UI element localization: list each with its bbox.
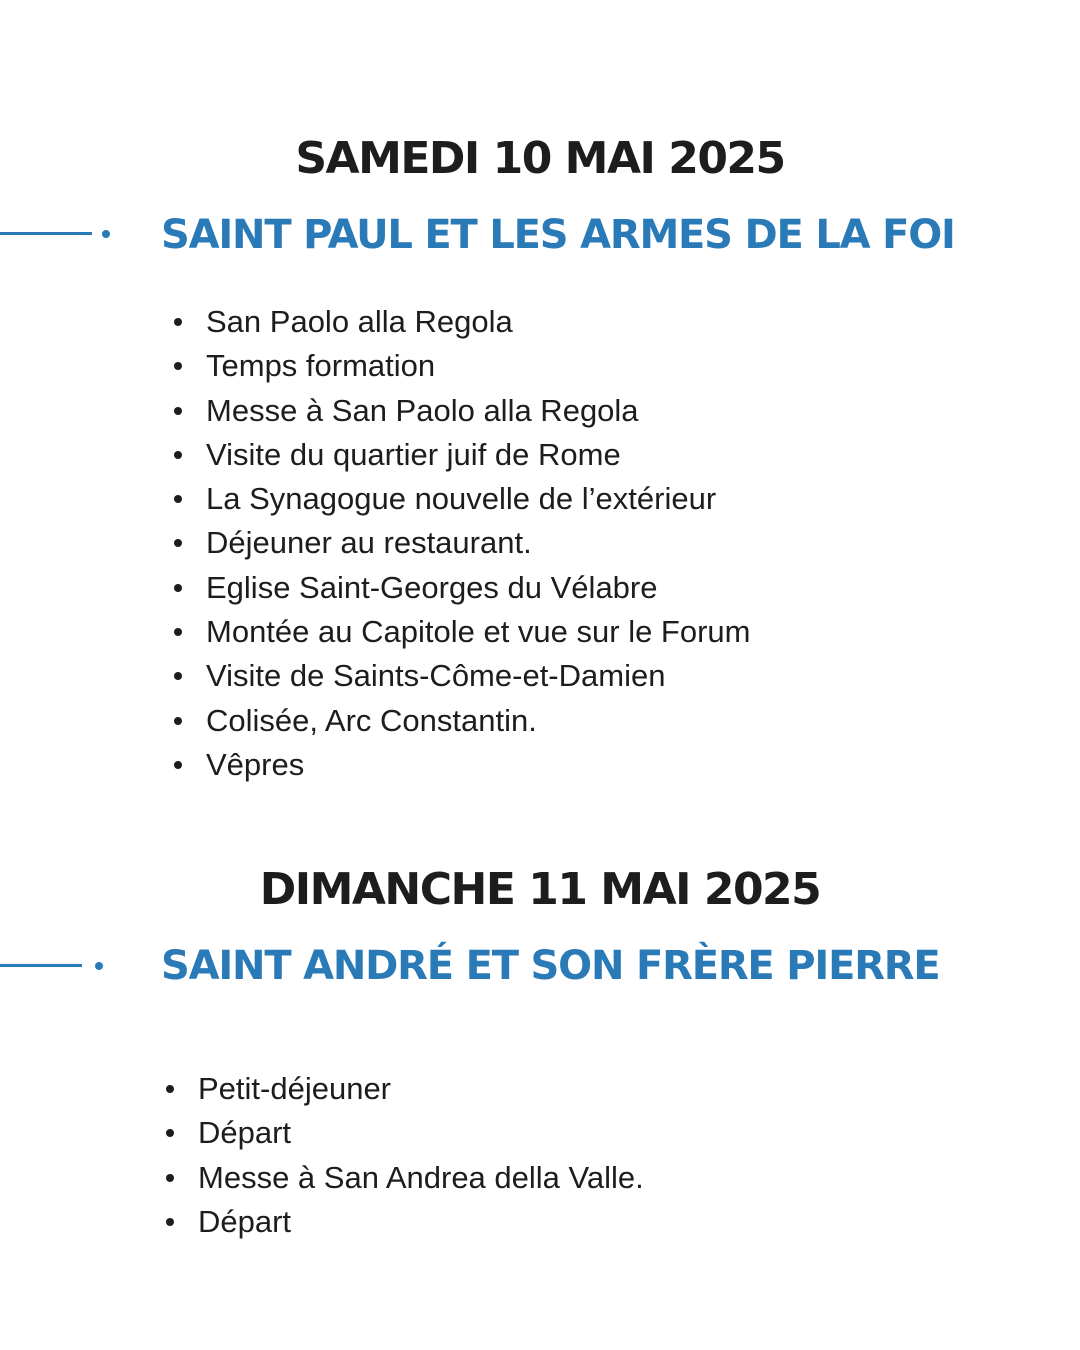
list-item-label: Visite du quartier juif de Rome: [206, 436, 621, 472]
bullet-icon: [166, 1218, 174, 1226]
bullet-icon: [174, 584, 182, 592]
timeline-line: [0, 232, 92, 235]
theme-title: SAINT PAUL ET LES ARMES DE LA FOI: [161, 212, 955, 258]
list-item: [166, 521, 751, 565]
bullet-icon: [174, 451, 182, 459]
timeline-dot: [95, 962, 103, 970]
list-item: [166, 433, 751, 477]
list-item-label: Colisée, Arc Constantin.: [206, 702, 537, 738]
list-item-label: Temps formation: [206, 348, 436, 384]
day-title: SAMEDI 10 MAI 2025: [295, 133, 785, 184]
bullet-icon: [174, 672, 182, 680]
list-item: [166, 743, 751, 787]
theme-title: SAINT ANDRÉ ET SON FRÈRE PIERRE: [161, 943, 940, 989]
list-item-label: Eglise Saint-Georges du Vélabre: [206, 569, 658, 605]
list-item-label: San Paolo alla Regola: [206, 304, 513, 339]
list-item-label: La Synagogue nouvelle de l’extérieur: [206, 481, 717, 517]
list-item-label: Départ: [198, 1115, 292, 1151]
list-item-label: Départ: [198, 1203, 292, 1239]
bullet-icon: [174, 362, 182, 370]
activity-list: [158, 1067, 644, 1244]
bullet-icon: [174, 628, 182, 636]
timeline-line: [0, 964, 82, 967]
bullet-icon: [174, 717, 182, 725]
list-item: [166, 300, 751, 344]
bullet-icon: [174, 539, 182, 547]
list-item-label: Petit-déjeuner: [198, 1071, 392, 1106]
list-item: [166, 344, 751, 388]
bullet-icon: [166, 1085, 174, 1093]
bullet-icon: [174, 318, 182, 326]
list-item-label: Messe à San Paolo alla Regola: [206, 392, 639, 428]
list-item-label: Montée au Capitole et vue sur le Forum: [206, 614, 751, 650]
list-item: [158, 1156, 644, 1200]
list-item: [166, 389, 751, 433]
list-item: [166, 654, 751, 698]
list-item: [158, 1111, 644, 1155]
bullet-icon: [174, 495, 182, 503]
bullet-icon: [174, 761, 182, 769]
list-item: [166, 610, 751, 654]
list-item-label: Messe à San Andrea della Valle.: [198, 1159, 644, 1195]
bullet-icon: [166, 1129, 174, 1137]
bullet-icon: [166, 1174, 174, 1182]
day-title: DIMANCHE 11 MAI 2025: [259, 864, 821, 915]
list-item: [166, 566, 751, 610]
list-item: [166, 477, 751, 521]
bullet-icon: [174, 407, 182, 415]
list-item: [166, 699, 751, 743]
activity-list: [166, 300, 751, 787]
list-item: [158, 1200, 644, 1244]
list-item-label: Vêpres: [206, 746, 305, 782]
list-item: [158, 1067, 644, 1111]
list-item-label: Visite de Saints-Côme-et-Damien: [206, 658, 666, 694]
timeline-dot: [102, 230, 110, 238]
list-item-label: Déjeuner au restaurant.: [206, 525, 532, 561]
